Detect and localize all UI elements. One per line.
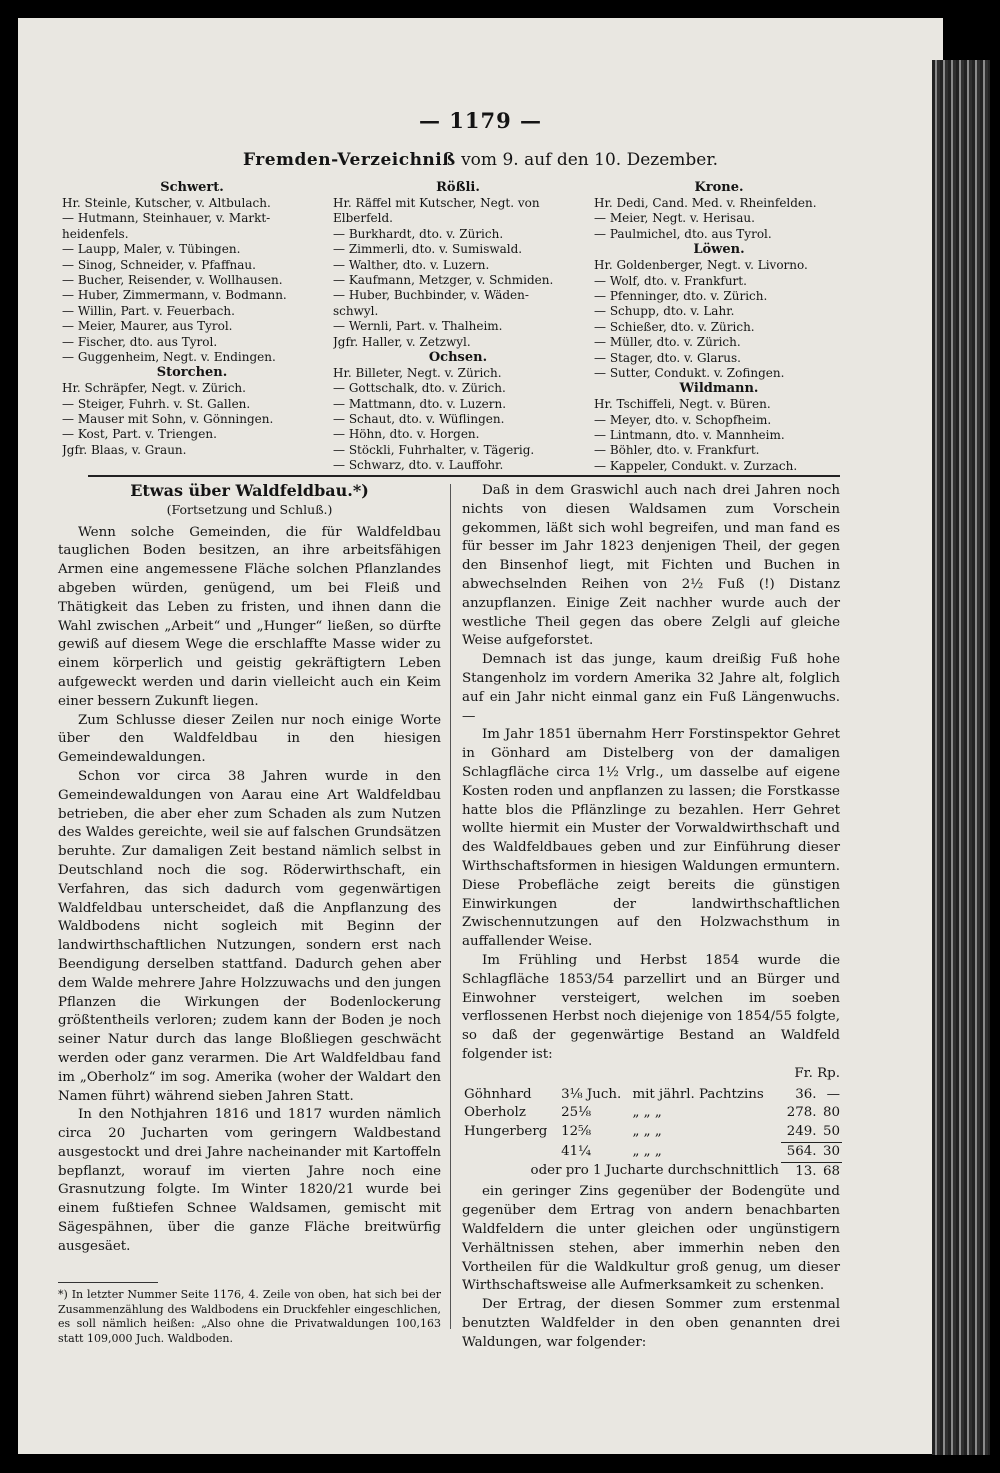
guest-entry: heidenfels.	[62, 226, 129, 241]
guest-entry: Hr. Schräpfer, Negt. v. Zürich.	[62, 381, 246, 396]
ledger-francs: 36.	[795, 1086, 817, 1102]
guest-entry: Hr. Tschiffeli, Negt. v. Büren.	[594, 397, 771, 412]
ledger-row	[462, 1142, 842, 1162]
guest-entry: — Höhn, dto. v. Horgen.	[333, 427, 480, 442]
ledger-francs: 13.	[795, 1163, 817, 1179]
guest-entry: — Kost, Part. v. Triengen.	[62, 427, 217, 442]
hotel-column-3	[594, 180, 844, 474]
ledger-area: 3⅛ Juch.	[561, 1086, 622, 1102]
hotel-name: Rößli.	[436, 180, 480, 195]
guest-entry: — Schupp, dto. v. Lahr.	[594, 304, 735, 319]
guest-entry: — Burkhardt, dto. v. Zürich.	[333, 226, 504, 241]
article-paragraph: Wenn solche Gemeinden, die für Waldfeldbau tauglichen Boden besitzen, an ihre arbeitsfähigen Armen eine angemessene Fläche solchen Pflanzlandes abgeben würden, genügend, um bei Fleiß und Thätigkeit das Leben zu fristen, und ihnen dann die Wahl zwischen „Arbeit“ und „Hunger“ ließen, so dürfte gewiß auf diesem Wege die erschlaffte Masse wider zu einem körperlich und geistig gekräftigtern Leben aufgeweckt werden und darin vielleicht auch ein Keim einer bessern Zukunft liegen.	[58, 524, 441, 709]
article-paragraph: In den Nothjahren 1816 und 1817 wurden nämlich circa 20 Jucharten vom geringern Waldbestand ausgestockt und drei Jahre nacheinander mit Kartoffeln bepflanzt, worauf im vierten Jahre noch eine Grasnutzung folgte. Im Winter 1820/21 wurde bei einem fußtiefen Schnee Waldsamen, gemischt mit Sägespähnen, über die ganze Fläche breitwürfig ausgesäet.	[58, 1107, 441, 1254]
guest-entry: — Stöckli, Fuhrhalter, v. Tägerig.	[333, 442, 535, 457]
guest-entry: Hr. Räffel mit Kutscher, Negt. von	[333, 196, 540, 210]
ledger-desc: „ „ „	[632, 1105, 662, 1121]
article-subtitle: (Fortsetzung und Schluß.)	[166, 501, 333, 517]
hotel-name: Löwen.	[693, 242, 745, 258]
guest-entry: — Laupp, Maler, v. Tübingen.	[62, 242, 241, 257]
guest-entry: — Steiger, Fuhrh. v. St. Gallen.	[62, 396, 251, 411]
article-paragraph: ein geringer Zins gegenüber der Bodengüte und gegenüber dem Ertrag von andern benachbarten Waldfeldern die unter gleichen oder ungünstigern Verhältnissen stehen, aber immerhin neben den Vortheilen für die Waldkultur groß genug, um dieser Wirthschaftsweise alle Aufmerksamkeit zu schenken.	[462, 1184, 840, 1294]
ledger-row	[462, 1086, 842, 1105]
ledger-row	[462, 1162, 842, 1181]
ledger-place: Göhnhard	[464, 1086, 532, 1102]
ledger-row	[462, 1104, 842, 1123]
guest-entry: — Pfenninger, dto. v. Zürich.	[594, 288, 768, 303]
guest-entry: Hr. Goldenberger, Negt. v. Livorno.	[594, 258, 808, 273]
ledger-place: Hungerberg	[464, 1124, 548, 1140]
guest-entry: — Willin, Part. v. Feuerbach.	[62, 303, 235, 318]
right-paragraphs-after	[462, 1183, 840, 1352]
guest-entry: Hr. Steinle, Kutscher, v. Altbulach.	[62, 196, 271, 210]
guest-entry: — Guggenheim, Negt. v. Endingen.	[62, 349, 276, 364]
guest-entry: — Mattmann, dto. v. Luzern.	[333, 396, 507, 411]
hotel-name: Schwert.	[160, 180, 224, 195]
guest-entry: — Wolf, dto. v. Frankfurt.	[594, 273, 747, 288]
article-title: Etwas über Waldfeldbau.*)	[130, 481, 369, 500]
section-divider	[88, 475, 840, 477]
guest-entry: — Meier, Maurer, aus Tyrol.	[62, 319, 233, 334]
guest-entry: — Wernli, Part. v. Thalheim.	[333, 319, 503, 334]
article-left-column	[58, 482, 441, 1257]
guest-entry: — Sinog, Schneider, v. Pfaffnau.	[62, 257, 256, 272]
guest-entry: schwyl.	[333, 303, 379, 318]
article-paragraph: Schon vor circa 38 Jahren wurde in den Gemeindewaldungen von Aarau eine Art Waldfeldbau betrieben, die aber eher zum Schaden als zum Nutzen des Waldes gereichte, weil sie auf falschen Grundsätzen beruhte. Zur damaligen Zeit bestand nämlich selbst in Deutschland noch die sog. Röderwirthschaft, ein Verfahren, das sich dadurch vom gegenwärtigen Waldfeldbau unterscheidet, daß die Anpflanzung des Waldbodens nicht sogleich mit Beginn der landwirthschaftlichen Nutzungen, sondern erst nach Beendigung derselben stattfand. Dadurch gehen aber dem Walde mehrere Jahre Holzzuwachs und den jungen Pflanzen die Wirkungen der Bodenlockerung größtentheils verloren; zudem kann der Boden je noch seiner Natur durch das lange Bloßliegen geschwächt werden oder ganz verarmen. Die Art Waldfeldbau fand im „Oberholz“ im sog. Amerika (woher der Waldart den Namen führt) während sieben Jahren Statt.	[58, 768, 441, 1104]
hotel-name: Wildmann.	[679, 381, 759, 397]
ledger-area: 41¼	[561, 1143, 592, 1159]
guest-entry: — Schwarz, dto. v. Lauffohr.	[333, 458, 504, 473]
guest-entry: Hr. Dedi, Cand. Med. v. Rheinfelden.	[594, 196, 817, 210]
ledger-row	[462, 1123, 842, 1142]
footnote-rule	[58, 1282, 158, 1283]
guest-entry: — Zimmerli, dto. v. Sumiswald.	[333, 242, 523, 257]
guest-entry: Jgfr. Blaas, v. Graun.	[62, 442, 187, 457]
ledger-desc: „ „ „	[632, 1143, 662, 1159]
guest-entry: — Kaufmann, Metzger, v. Schmiden.	[333, 272, 554, 287]
guest-entry: — Hutmann, Steinhauer, v. Markt-	[62, 211, 271, 226]
ledger-desc: „ „ „	[632, 1124, 662, 1140]
guest-entry: — Schaut, dto. v. Wüflingen.	[333, 412, 505, 427]
guest-entry: — Stager, dto. v. Glarus.	[594, 350, 741, 365]
ledger-desc: mit jährl. Pachtzins	[632, 1086, 764, 1102]
guest-entry: — Meier, Negt. v. Herisau.	[594, 211, 755, 226]
ledger-rappen: 80	[822, 1105, 840, 1121]
article-paragraph: Der Ertrag, der diesen Sommer zum erstenmal benutzten Waldfelder in den oben genannten drei Waldungen, war folgender:	[462, 1297, 840, 1350]
article-paragraph: Zum Schlusse dieser Zeilen nur noch einige Worte über den Waldfeldbau in den hiesigen Gemeindewaldungen.	[58, 712, 441, 766]
ledger-rappen: —	[826, 1086, 840, 1102]
hotel-column-1	[62, 180, 322, 458]
right-paragraphs-before	[462, 482, 840, 1065]
guest-entry: Jgfr. Haller, v. Zetzwyl.	[333, 334, 471, 349]
ledger-rappen: 68	[822, 1163, 840, 1179]
guest-entry: — Mauser mit Sohn, v. Gönningen.	[62, 412, 274, 427]
guest-entry: — Bucher, Reisender, v. Wollhausen.	[62, 272, 283, 287]
guest-entry: — Gottschalk, dto. v. Zürich.	[333, 381, 506, 396]
hotel-name: Storchen.	[156, 365, 228, 381]
article-paragraph: Daß in dem Graswichl auch nach drei Jahren noch nichts von diesen Waldsamen zum Vorschein gekommen, läßt sich wohl begreifen, und man fand es für besser im Jahr 1823 denjenigen Theil, der gegen den Binsenhof liegt, mit Fichten und Buchen in abwechselnden Reihen von 2½ Fuß (!) Distanz anzupflanzen. Einige Zeit nachher wurde auch der westliche Theil gegen das obere Zelgli auf gleiche Weise aufgeforstet.	[462, 483, 840, 649]
guest-entry: — Lintmann, dto. v. Mannheim.	[594, 428, 785, 443]
register-title: Fremden-Verzeichniß	[242, 150, 456, 170]
hotel-column-2	[333, 180, 583, 474]
register-heading	[18, 150, 943, 170]
book-page-edges	[932, 60, 990, 1455]
hotel-name: Ochsen.	[428, 349, 488, 365]
waldfeld-ledger	[462, 1086, 842, 1182]
left-paragraphs	[58, 524, 441, 1257]
ledger-currency-header: Fr. Rp.	[794, 1065, 840, 1081]
ledger-rappen: 30	[819, 1142, 842, 1162]
guest-entry: — Meyer, dto. v. Schopfheim.	[594, 412, 772, 427]
ledger-francs: 249.	[781, 1123, 819, 1142]
column-separator	[450, 484, 451, 1329]
article-paragraph: Im Frühling und Herbst 1854 wurde die Schlagfläche 1853/54 parzellirt und an Bürger und Einwohner versteigert, welchen im soeben verflossenen Herbst noch diejenige von 1854/55 folgte, so daß der gegenwärtige Bestand an Waldfeld folgender ist:	[462, 952, 840, 1062]
guest-entry: — Böhler, dto. v. Frankfurt.	[594, 443, 760, 458]
guest-entry: Elberfeld.	[333, 211, 393, 226]
register-date-range: vom 9. auf den 10. Dezember.	[461, 150, 719, 170]
hotel-name: Krone.	[694, 180, 744, 195]
guest-entry: — Huber, Buchbinder, v. Wäden-	[333, 288, 529, 303]
guest-entry: — Walther, dto. v. Luzern.	[333, 257, 490, 272]
guest-entry: — Kappeler, Condukt. v. Zurzach.	[594, 458, 798, 473]
ledger-francs: 564.	[781, 1142, 819, 1162]
article-right-column	[462, 482, 840, 1353]
ledger-area: 12⅝	[561, 1124, 592, 1140]
ledger-rappen: 50	[819, 1123, 842, 1142]
article-paragraph: Demnach ist das junge, kaum dreißig Fuß hohe Stangenholz im vordern Amerika 32 Jahre alt, folglich auf ein Jahr nicht einmal ganz ein Fuß Längenwuchs. —	[462, 652, 840, 724]
guest-entry: — Paulmichel, dto. aus Tyrol.	[594, 226, 772, 241]
ledger-place: Oberholz	[464, 1105, 526, 1121]
footnote: *) In letzter Nummer Seite 1176, 4. Zeile von oben, hat sich bei der Zusammenzählung des Waldbodens ein Druckfehler eingeschlichen, es soll nämlich heißen: „Also ohne die Privatwaldungen 100,163 statt 109,000 Juch. Waldboden.	[58, 1288, 441, 1345]
ledger-francs: 278.	[786, 1105, 817, 1121]
guest-entry: — Fischer, dto. aus Tyrol.	[62, 334, 218, 349]
ledger-place	[462, 1142, 559, 1162]
page-number: — 1179 —	[418, 108, 543, 133]
guest-entry: — Müller, dto. v. Zürich.	[594, 335, 741, 350]
ledger-area: 25⅛	[561, 1105, 592, 1121]
guest-entry: — Sutter, Condukt. v. Zofingen.	[594, 365, 785, 380]
article-paragraph: Im Jahr 1851 übernahm Herr Forstinspektor Gehret in Gönhard am Distelberg von der damaligen Schlagfläche circa 1½ Vrlg., um dasselbe auf eigene Kosten roden und anpflanzen zu lassen; die Forstkasse hatte blos die Pflänzlinge zu bezahlen. Herr Gehret wollte hiermit ein Muster der Vorwaldwirthschaft und des Waldfeldbaues geben und zur Einführung dieser Wirthschaftsformen in hiesigen Waldungen ermuntern. Diese Probefläche zeigt bereits die günstigen Einwirkungen der landwirthschaftlichen Zwischennutzungen auf den Holzwachsthum in auffallender Weise.	[462, 727, 840, 950]
guest-entry: — Huber, Zimmermann, v. Bodmann.	[62, 288, 287, 303]
guest-entry: — Schießer, dto. v. Zürich.	[594, 319, 755, 334]
ledger-desc: oder pro 1 Jucharte durchschnittlich	[530, 1163, 779, 1179]
guest-entry: Hr. Billeter, Negt. v. Zürich.	[333, 365, 502, 380]
